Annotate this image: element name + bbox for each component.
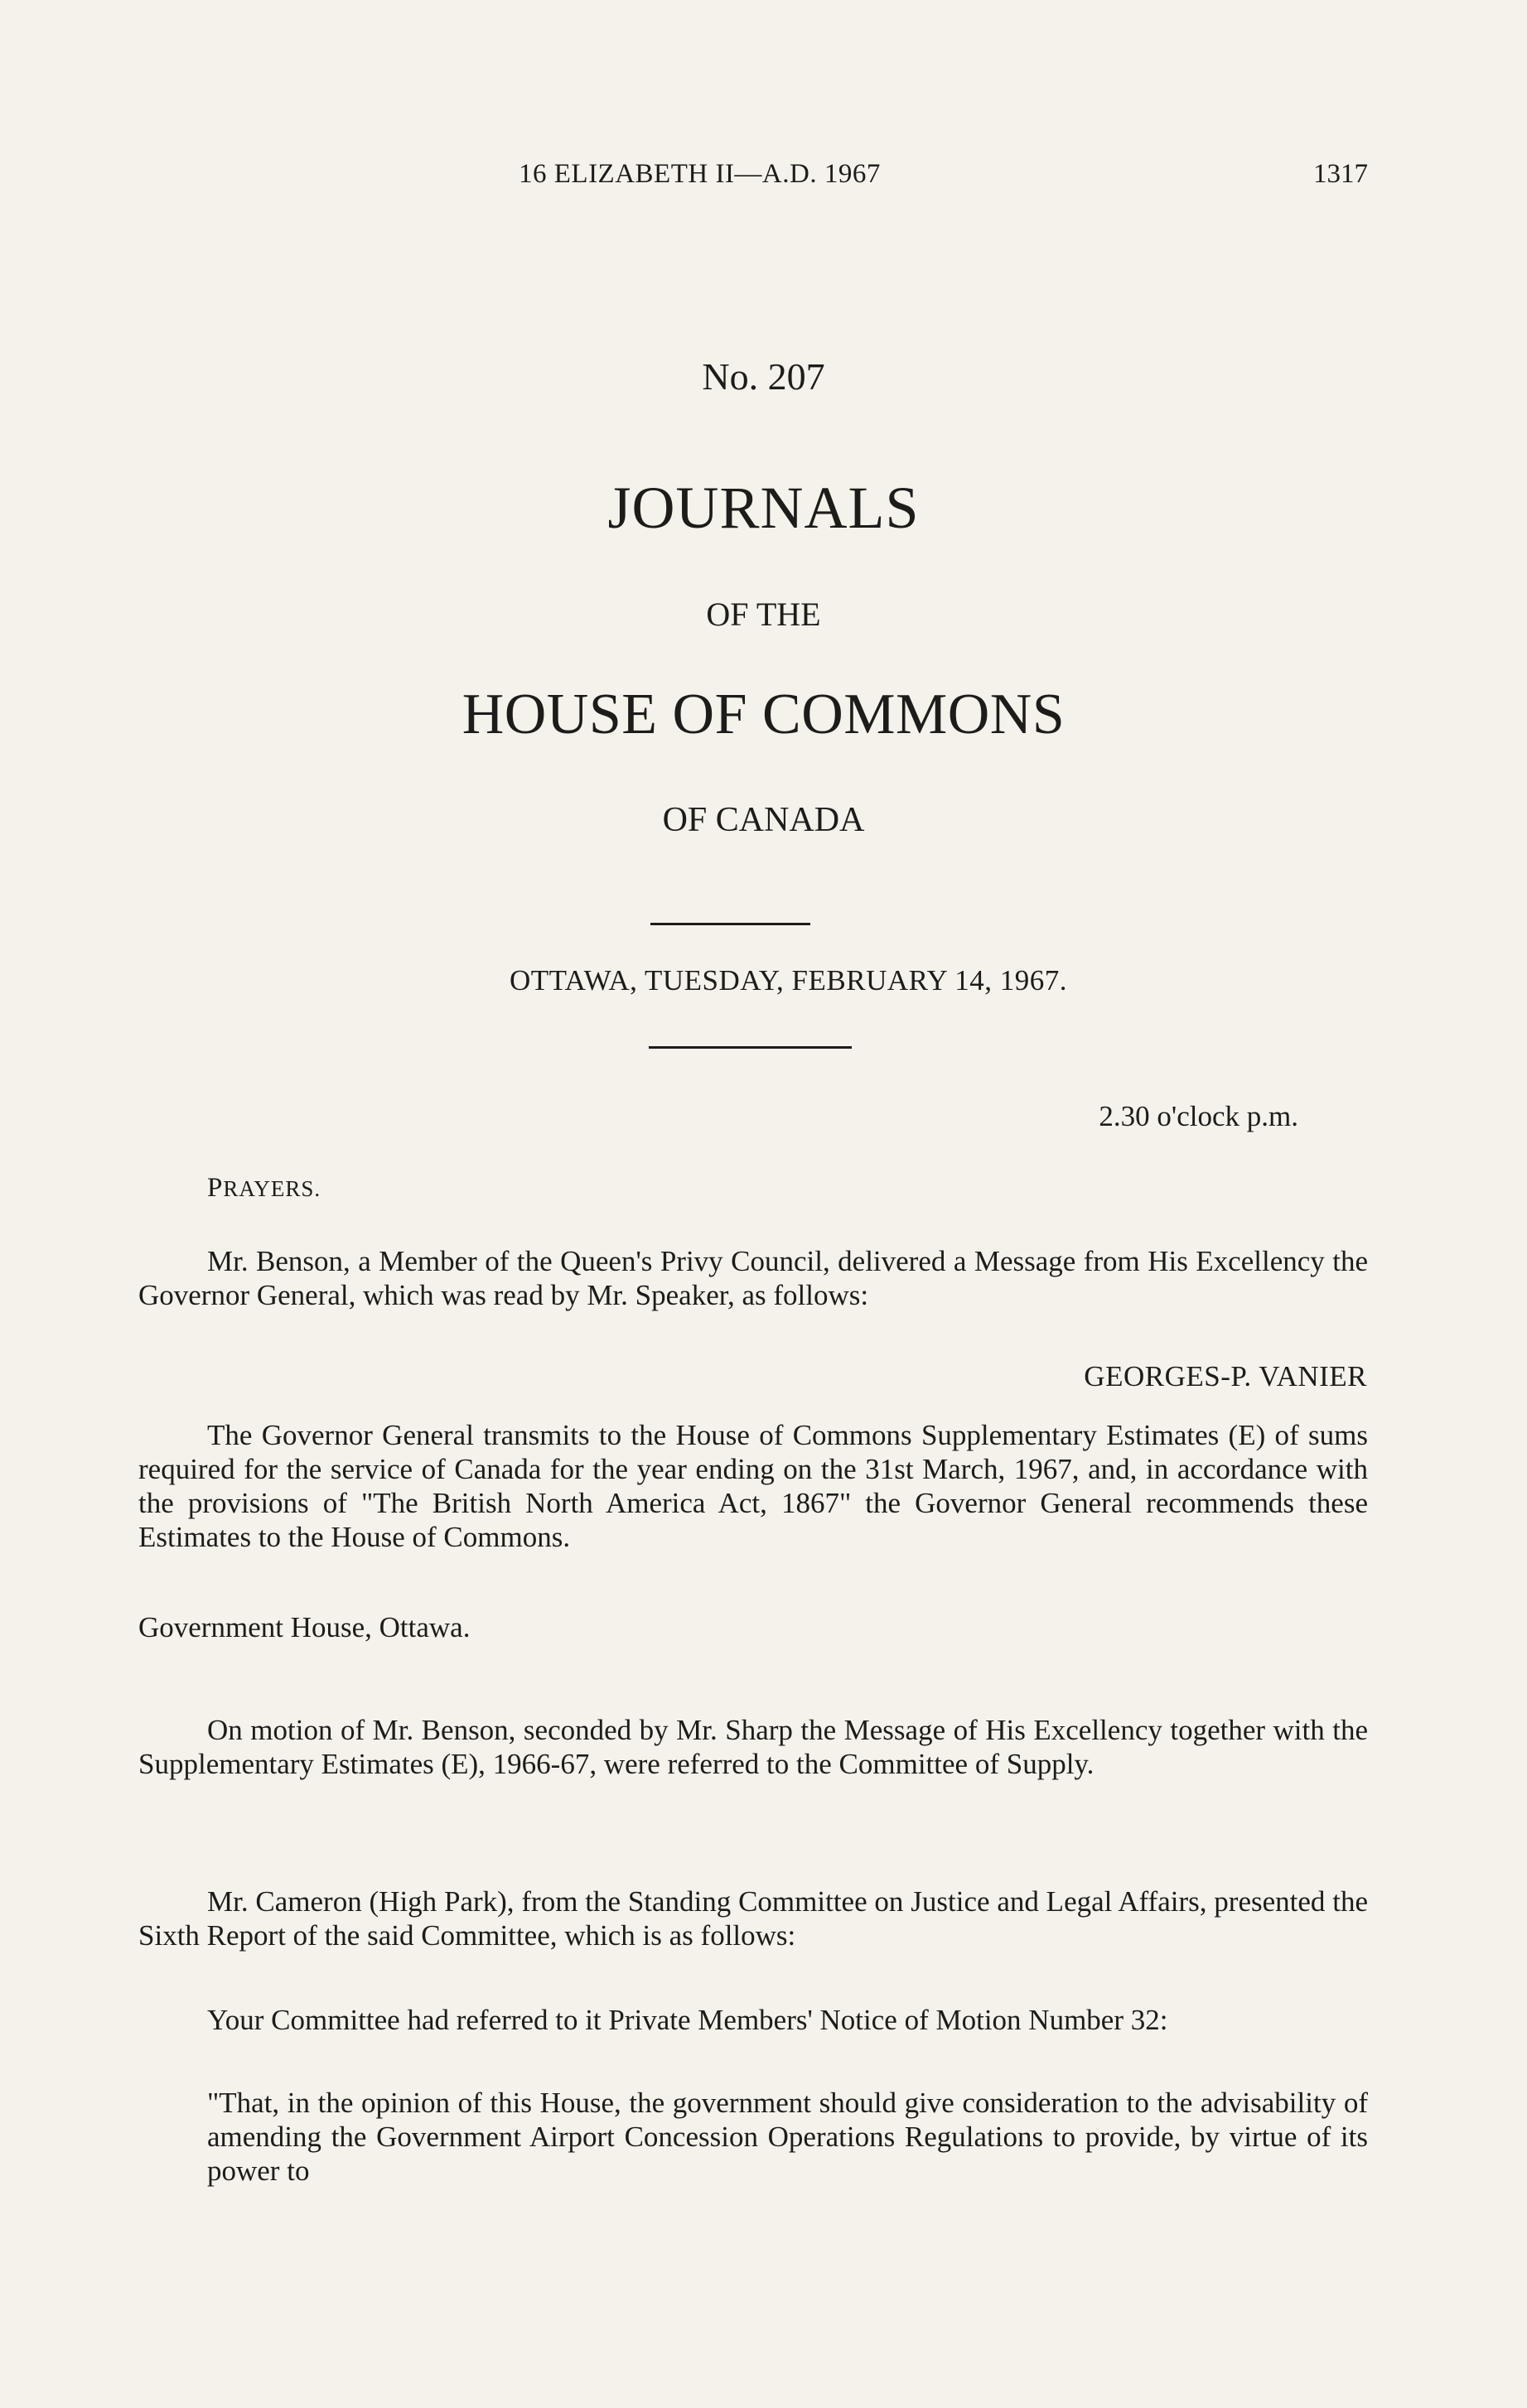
motion-paragraph: On motion of Mr. Benson, seconded by Mr. Sharp the Message of His Excellency together with the Supplementary Estimates (E), 1966-67, were referred to the Committee of Supply. <box>138 1714 1368 1780</box>
motion-quote: "That, in the opinion of this House, the government should give consideration to the advisability of amending the Government Airport Concession Operations Regulations to provide, by virtue of its power to <box>207 2087 1368 2187</box>
reign-year: 16 ELIZABETH II—A.D. 1967 <box>519 159 881 189</box>
prayers-heading <box>207 1173 321 1204</box>
house-title: HOUSE OF COMMONS <box>461 683 1066 746</box>
bottom-divider <box>649 1046 852 1049</box>
prayers-initial: P <box>207 1173 224 1203</box>
issue-number: No. 207 <box>702 355 825 398</box>
page-number: 1317 <box>1313 159 1368 189</box>
journal-title: JOURNALS <box>607 475 920 541</box>
top-divider <box>650 923 810 925</box>
dateline: OTTAWA, TUESDAY, FEBRUARY 14, 1967. <box>509 964 1068 996</box>
title-of-the: OF THE <box>706 596 821 633</box>
cameron-report-paragraph: Mr. Cameron (High Park), from the Standing Committee on Justice and Legal Affairs, presented the Sixth Report of the said Committee, which is as follows: <box>138 1885 1368 1952</box>
running-head <box>0 159 1527 200</box>
message-body-paragraph: The Governor General transmits to the House of Commons Supplementary Estimates (E) of sums required for the service of Canada for the year ending on the 31st March, 1967, and, in accordance with the provisions of "The British North America Act, 1867" the Governor General recommends these Estimates to the House of Commons. <box>138 1419 1368 1553</box>
prayers-rest: RAYERS. <box>223 1176 321 1201</box>
title-of-canada: OF CANADA <box>662 801 865 839</box>
governor-signature: GEORGES-P. VANIER <box>1084 1360 1367 1392</box>
government-house-line: Government House, Ottawa. <box>138 1611 471 1643</box>
message-intro-paragraph: Mr. Benson, a Member of the Queen's Privy Council, delivered a Message from His Excellency the Governor General, which was read by Mr. Speaker, as follows: <box>138 1245 1368 1311</box>
sitting-time: 2.30 o'clock p.m. <box>1099 1100 1298 1132</box>
committee-paragraph: Your Committee had referred to it Private Members' Notice of Motion Number 32: <box>207 2004 1168 2036</box>
